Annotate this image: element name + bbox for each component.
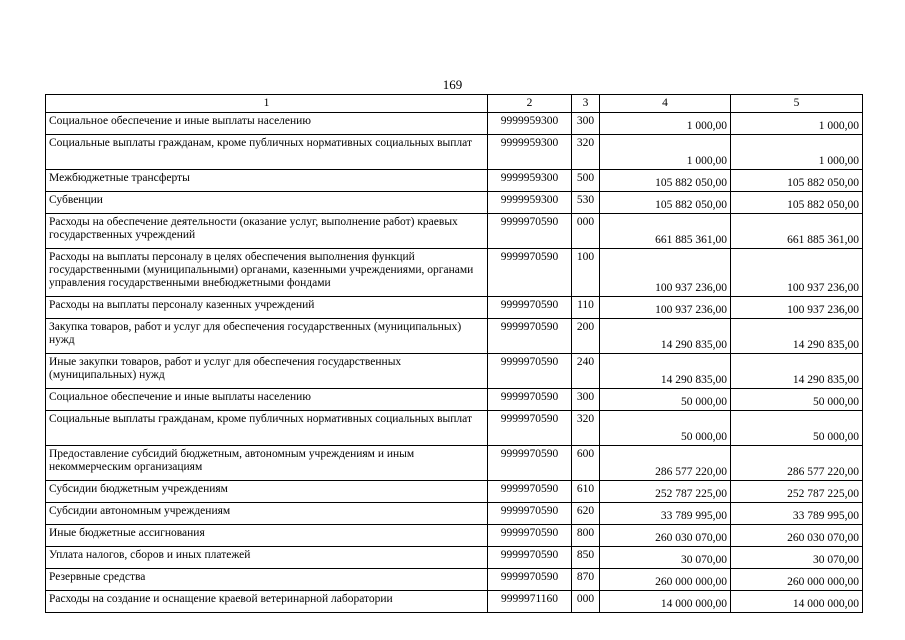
row-amount-1-cell: 14 290 835,00 <box>600 319 731 354</box>
row-amount-2-cell: 661 885 361,00 <box>731 214 863 249</box>
row-kind-cell: 000 <box>572 214 600 249</box>
table-row <box>46 525 863 547</box>
row-name-cell: Расходы на выплаты персоналу в целях обеспечения выполнения функций государственными (муниципальными) органами, казенными учреждениями, органами управления государственными внебюджетными фондами <box>46 249 488 297</box>
row-amount-1-cell: 260 000 000,00 <box>600 569 731 591</box>
column-header-4: 4 <box>600 95 731 113</box>
row-amount-2-cell: 105 882 050,00 <box>731 170 863 192</box>
row-code-cell: 9999959300 <box>488 135 572 170</box>
table-row <box>46 481 863 503</box>
table-row <box>46 446 863 481</box>
table-body <box>46 113 863 613</box>
row-amount-1-cell: 105 882 050,00 <box>600 192 731 214</box>
row-kind-cell: 320 <box>572 411 600 446</box>
table-header <box>46 95 863 113</box>
table-row <box>46 135 863 170</box>
row-code-cell: 9999970590 <box>488 503 572 525</box>
table-row <box>46 547 863 569</box>
row-amount-2-cell: 286 577 220,00 <box>731 446 863 481</box>
row-kind-cell: 300 <box>572 113 600 135</box>
table-row <box>46 319 863 354</box>
row-amount-1-cell: 30 070,00 <box>600 547 731 569</box>
row-name-cell: Субсидии автономным учреждениям <box>46 503 488 525</box>
row-code-cell: 9999970590 <box>488 411 572 446</box>
row-name-cell: Расходы на создание и оснащение краевой ветеринарной лаборатории <box>46 591 488 613</box>
row-amount-1-cell: 100 937 236,00 <box>600 297 731 319</box>
row-kind-cell: 500 <box>572 170 600 192</box>
row-kind-cell: 620 <box>572 503 600 525</box>
row-code-cell: 9999970590 <box>488 214 572 249</box>
row-name-cell: Расходы на выплаты персоналу казенных учреждений <box>46 297 488 319</box>
row-amount-2-cell: 14 000 000,00 <box>731 591 863 613</box>
row-amount-2-cell: 50 000,00 <box>731 411 863 446</box>
table-row <box>46 354 863 389</box>
row-kind-cell: 200 <box>572 319 600 354</box>
row-kind-cell: 100 <box>572 249 600 297</box>
row-amount-1-cell: 1 000,00 <box>600 113 731 135</box>
row-amount-2-cell: 14 290 835,00 <box>731 354 863 389</box>
table-row <box>46 503 863 525</box>
row-amount-1-cell: 1 000,00 <box>600 135 731 170</box>
row-kind-cell: 800 <box>572 525 600 547</box>
table-row <box>46 591 863 613</box>
column-header-3: 3 <box>572 95 600 113</box>
row-code-cell: 9999970590 <box>488 446 572 481</box>
row-name-cell: Уплата налогов, сборов и иных платежей <box>46 547 488 569</box>
row-amount-1-cell: 33 789 995,00 <box>600 503 731 525</box>
row-amount-1-cell: 286 577 220,00 <box>600 446 731 481</box>
row-kind-cell: 610 <box>572 481 600 503</box>
row-name-cell: Социальное обеспечение и иные выплаты населению <box>46 113 488 135</box>
row-name-cell: Расходы на обеспечение деятельности (оказание услуг, выполнение работ) краевых государственных учреждений <box>46 214 488 249</box>
row-amount-1-cell: 252 787 225,00 <box>600 481 731 503</box>
row-name-cell: Субсидии бюджетным учреждениям <box>46 481 488 503</box>
row-amount-2-cell: 33 789 995,00 <box>731 503 863 525</box>
row-name-cell: Межбюджетные трансферты <box>46 170 488 192</box>
row-kind-cell: 300 <box>572 389 600 411</box>
table-row <box>46 192 863 214</box>
row-code-cell: 9999970590 <box>488 354 572 389</box>
table-row <box>46 411 863 446</box>
row-name-cell: Предоставление субсидий бюджетным, автономным учреждениям и иным некоммерческим организациям <box>46 446 488 481</box>
row-amount-1-cell: 661 885 361,00 <box>600 214 731 249</box>
row-code-cell: 9999970590 <box>488 547 572 569</box>
row-code-cell: 9999970590 <box>488 389 572 411</box>
row-amount-2-cell: 1 000,00 <box>731 135 863 170</box>
column-header-2: 2 <box>488 95 572 113</box>
page-number: 169 <box>442 77 463 92</box>
row-name-cell: Резервные средства <box>46 569 488 591</box>
row-amount-2-cell: 260 030 070,00 <box>731 525 863 547</box>
row-amount-2-cell: 100 937 236,00 <box>731 249 863 297</box>
table-row <box>46 297 863 319</box>
row-name-cell: Социальные выплаты гражданам, кроме публичных нормативных социальных выплат <box>46 135 488 170</box>
table-row <box>46 113 863 135</box>
header-row <box>46 95 863 113</box>
row-code-cell: 9999970590 <box>488 525 572 547</box>
row-kind-cell: 530 <box>572 192 600 214</box>
row-code-cell: 9999970590 <box>488 481 572 503</box>
row-kind-cell: 110 <box>572 297 600 319</box>
row-amount-2-cell: 50 000,00 <box>731 389 863 411</box>
row-amount-2-cell: 1 000,00 <box>731 113 863 135</box>
column-header-5: 5 <box>731 95 863 113</box>
column-header-1: 1 <box>46 95 488 113</box>
row-kind-cell: 600 <box>572 446 600 481</box>
row-code-cell: 9999959300 <box>488 170 572 192</box>
row-amount-1-cell: 50 000,00 <box>600 411 731 446</box>
row-amount-1-cell: 260 030 070,00 <box>600 525 731 547</box>
row-amount-2-cell: 260 000 000,00 <box>731 569 863 591</box>
table-row <box>46 214 863 249</box>
row-name-cell: Социальное обеспечение и иные выплаты населению <box>46 389 488 411</box>
row-amount-1-cell: 50 000,00 <box>600 389 731 411</box>
row-amount-2-cell: 30 070,00 <box>731 547 863 569</box>
row-code-cell: 9999970590 <box>488 249 572 297</box>
row-name-cell: Закупка товаров, работ и услуг для обеспечения государственных (муниципальных) нужд <box>46 319 488 354</box>
row-code-cell: 9999959300 <box>488 113 572 135</box>
row-amount-1-cell: 100 937 236,00 <box>600 249 731 297</box>
row-amount-1-cell: 14 290 835,00 <box>600 354 731 389</box>
row-amount-2-cell: 14 290 835,00 <box>731 319 863 354</box>
row-amount-2-cell: 105 882 050,00 <box>731 192 863 214</box>
row-amount-2-cell: 252 787 225,00 <box>731 481 863 503</box>
row-amount-2-cell: 100 937 236,00 <box>731 297 863 319</box>
row-code-cell: 9999971160 <box>488 591 572 613</box>
row-kind-cell: 000 <box>572 591 600 613</box>
row-kind-cell: 240 <box>572 354 600 389</box>
row-kind-cell: 320 <box>572 135 600 170</box>
row-code-cell: 9999970590 <box>488 319 572 354</box>
row-name-cell: Иные закупки товаров, работ и услуг для обеспечения государственных (муниципальных) нужд <box>46 354 488 389</box>
budget-table <box>45 94 863 613</box>
row-code-cell: 9999959300 <box>488 192 572 214</box>
row-amount-1-cell: 105 882 050,00 <box>600 170 731 192</box>
table-row <box>46 170 863 192</box>
row-name-cell: Субвенции <box>46 192 488 214</box>
row-name-cell: Иные бюджетные ассигнования <box>46 525 488 547</box>
row-name-cell: Социальные выплаты гражданам, кроме публичных нормативных социальных выплат <box>46 411 488 446</box>
row-kind-cell: 870 <box>572 569 600 591</box>
row-kind-cell: 850 <box>572 547 600 569</box>
table-row <box>46 569 863 591</box>
row-amount-1-cell: 14 000 000,00 <box>600 591 731 613</box>
row-code-cell: 9999970590 <box>488 297 572 319</box>
table-row <box>46 249 863 297</box>
row-code-cell: 9999970590 <box>488 569 572 591</box>
table-row <box>46 389 863 411</box>
